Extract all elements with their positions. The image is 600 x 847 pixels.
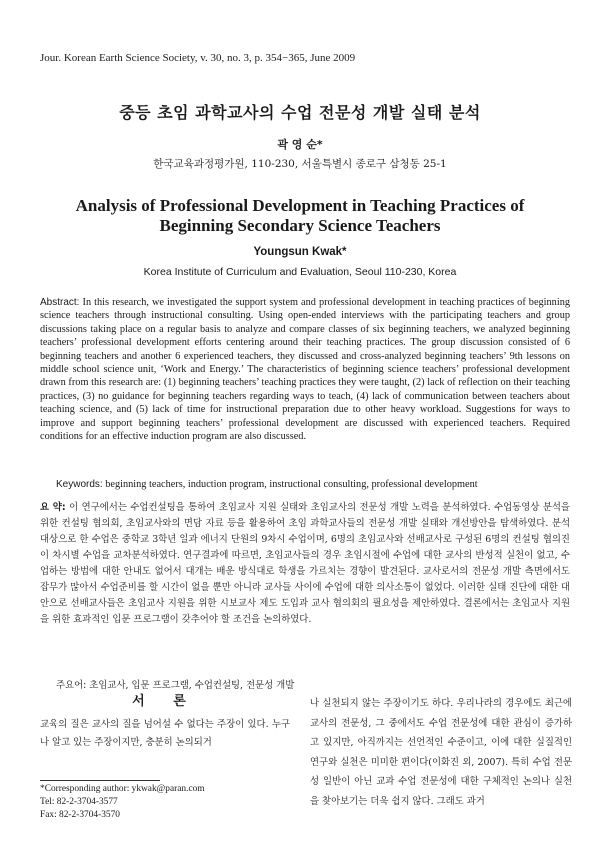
english-author: Youngsun Kwak* (253, 246, 347, 258)
english-abstract (40, 296, 570, 443)
english-title (0, 196, 600, 236)
keywords-text: beginning teachers, induction program, instructional consulting, professional development (102, 479, 478, 490)
english-title-line-2: Beginning Secondary Science Teachers (159, 216, 441, 235)
korean-affiliation: 한국교육과정평가원, 110-230, 서울특별시 종로구 삼청동 25-1 (153, 158, 447, 170)
footnotes (40, 783, 290, 822)
footnote-tel: Tel: 82-2-3704-3577 (40, 797, 118, 807)
korean-abstract-text: 이 연구에서는 수업컨설팅을 통하여 초임교사 지원 실태와 초임교사의 전문성 개발 노력을 분석하였다. 수업동영상 분석을 위한 컨설팅 협의회, 초임교사와의 면담 자료 등을 활용하여 초임 과학교사들의 전문성 개발 실태와 개선방안을 탐색하였다. 분석대상으로 한 수업은 중학교 3학년 일과 에너지 단원의 9차시 수업이며, 6명의 초임교사와 선배교사로 구성된 6명의 컨설팅 협의진이 차시별 수업을 교차분석하였다. 연구결과에 따르면, 초임교사들의 경우 초임시절에 수업에 대한 교사의 반성적 실천이 없고, 수업하는 방법에 대한 안내도 없어서 대개는 배운 방식대로 학생을 가르치는 경향이 발견된다. 교사로서의 전문성 개발 측면에서도 잡무가 많아서 수업준비를 할 시간이 없을 뿐만 아니라 교사들 사이에 수업에 대한 의사소통이 없었다. 이러한 실태 진단에 대한 대안으로 선배교사들은 초임교사 지원을 위한 시보교사 제도 도입과 교사 협의회의 필요성을 제안하였다. 결론에서는 초임교사 지원을 위한 효과적인 입문 프로그램이 갖추어야 할 조건을 논의하였다. (40, 502, 570, 625)
korean-keywords-label: 주요어: (56, 680, 87, 691)
korean-keywords (56, 677, 576, 691)
korean-abstract (40, 500, 570, 628)
english-affiliation: Korea Institute of Curriculum and Evaluation, Seoul 110-230, Korea (143, 266, 457, 278)
english-keywords (56, 479, 576, 490)
body-right-column: 나 실천되지 않는 주장이기도 하다. 우리나라의 경우에도 최근에 교사의 전문성, 그 중에서도 수업 전문성에 대한 관심이 증가하고 있지만, 아직까지는 선언적인 수준이고, 이에 대한 실질적인 연구와 실천은 미미한 편이다(이화진 외, 2007). 특히 수업 전문성 일반이 아닌 교과 수업 전문성에 대한 구체적인 논의나 실천을 찾아보기는 더욱 쉽지 않다. 그래도 과거 (310, 698, 572, 807)
korean-abstract-label: 요 약: (40, 502, 66, 513)
korean-keywords-text: 초임교사, 입문 프로그램, 수업컨설팅, 전문성 개발 (86, 680, 295, 691)
abstract-label: Abstract: (40, 297, 80, 308)
keywords-label: Keywords: (56, 479, 103, 490)
footnote-corresponding-author: *Corresponding author: ykwak@paran.com (40, 784, 205, 794)
korean-author: 곽 영 순* (277, 138, 323, 151)
footnote-divider (40, 780, 160, 781)
korean-title: 중등 초임 과학교사의 수업 전문성 개발 실태 분석 (119, 103, 481, 122)
english-title-line-1: Analysis of Professional Development in Teaching Practices of (75, 196, 525, 215)
body-left-column: 교육의 질은 교사의 질을 넘어설 수 없다는 주장이 있다. 누구나 알고 있는 주장이지만, 충분히 논의되거 (40, 719, 290, 748)
journal-citation: Jour. Korean Earth Science Society, v. 30, no. 3, p. 354−365, June 2009 (40, 52, 356, 64)
footnote-fax: Fax: 82-2-3704-3570 (40, 810, 120, 820)
section-heading-introduction: 서 론 (132, 694, 198, 709)
abstract-text: In this research, we investigated the support system and professional development in teaching practices of beginning science teachers through instructional consulting. Using open-ended interviews with the participating teachers and group discussions taking place on a regular basis to analyze and compare classes of six beginning teachers, we analyzed beginning teachers’ professional development efforts centering around their teaching practices. The group discussion consisted of 6 beginning teachers and another 6 experienced teachers, they discussed and cross-analyzed beginning teachers’ 9th lessons on middle school science unit, ‘Work and Energy.’ The characteristics of beginning science teachers’ professional development drawn from this research are: (1) beginning teachers’ teaching practices they were taught, (2) lack of reflection on their teaching practices, (3) no guidance for beginning teachers regarding ways to teach, (4) lack of communication between teachers about teaching science, and (5) lack of time for instructional preparation due to other heavy workload. Suggestions for ways to improve and support beginning teachers’ professional development are discussed with experienced teachers. Required conditions for an effective induction program are also discussed. (40, 297, 570, 443)
